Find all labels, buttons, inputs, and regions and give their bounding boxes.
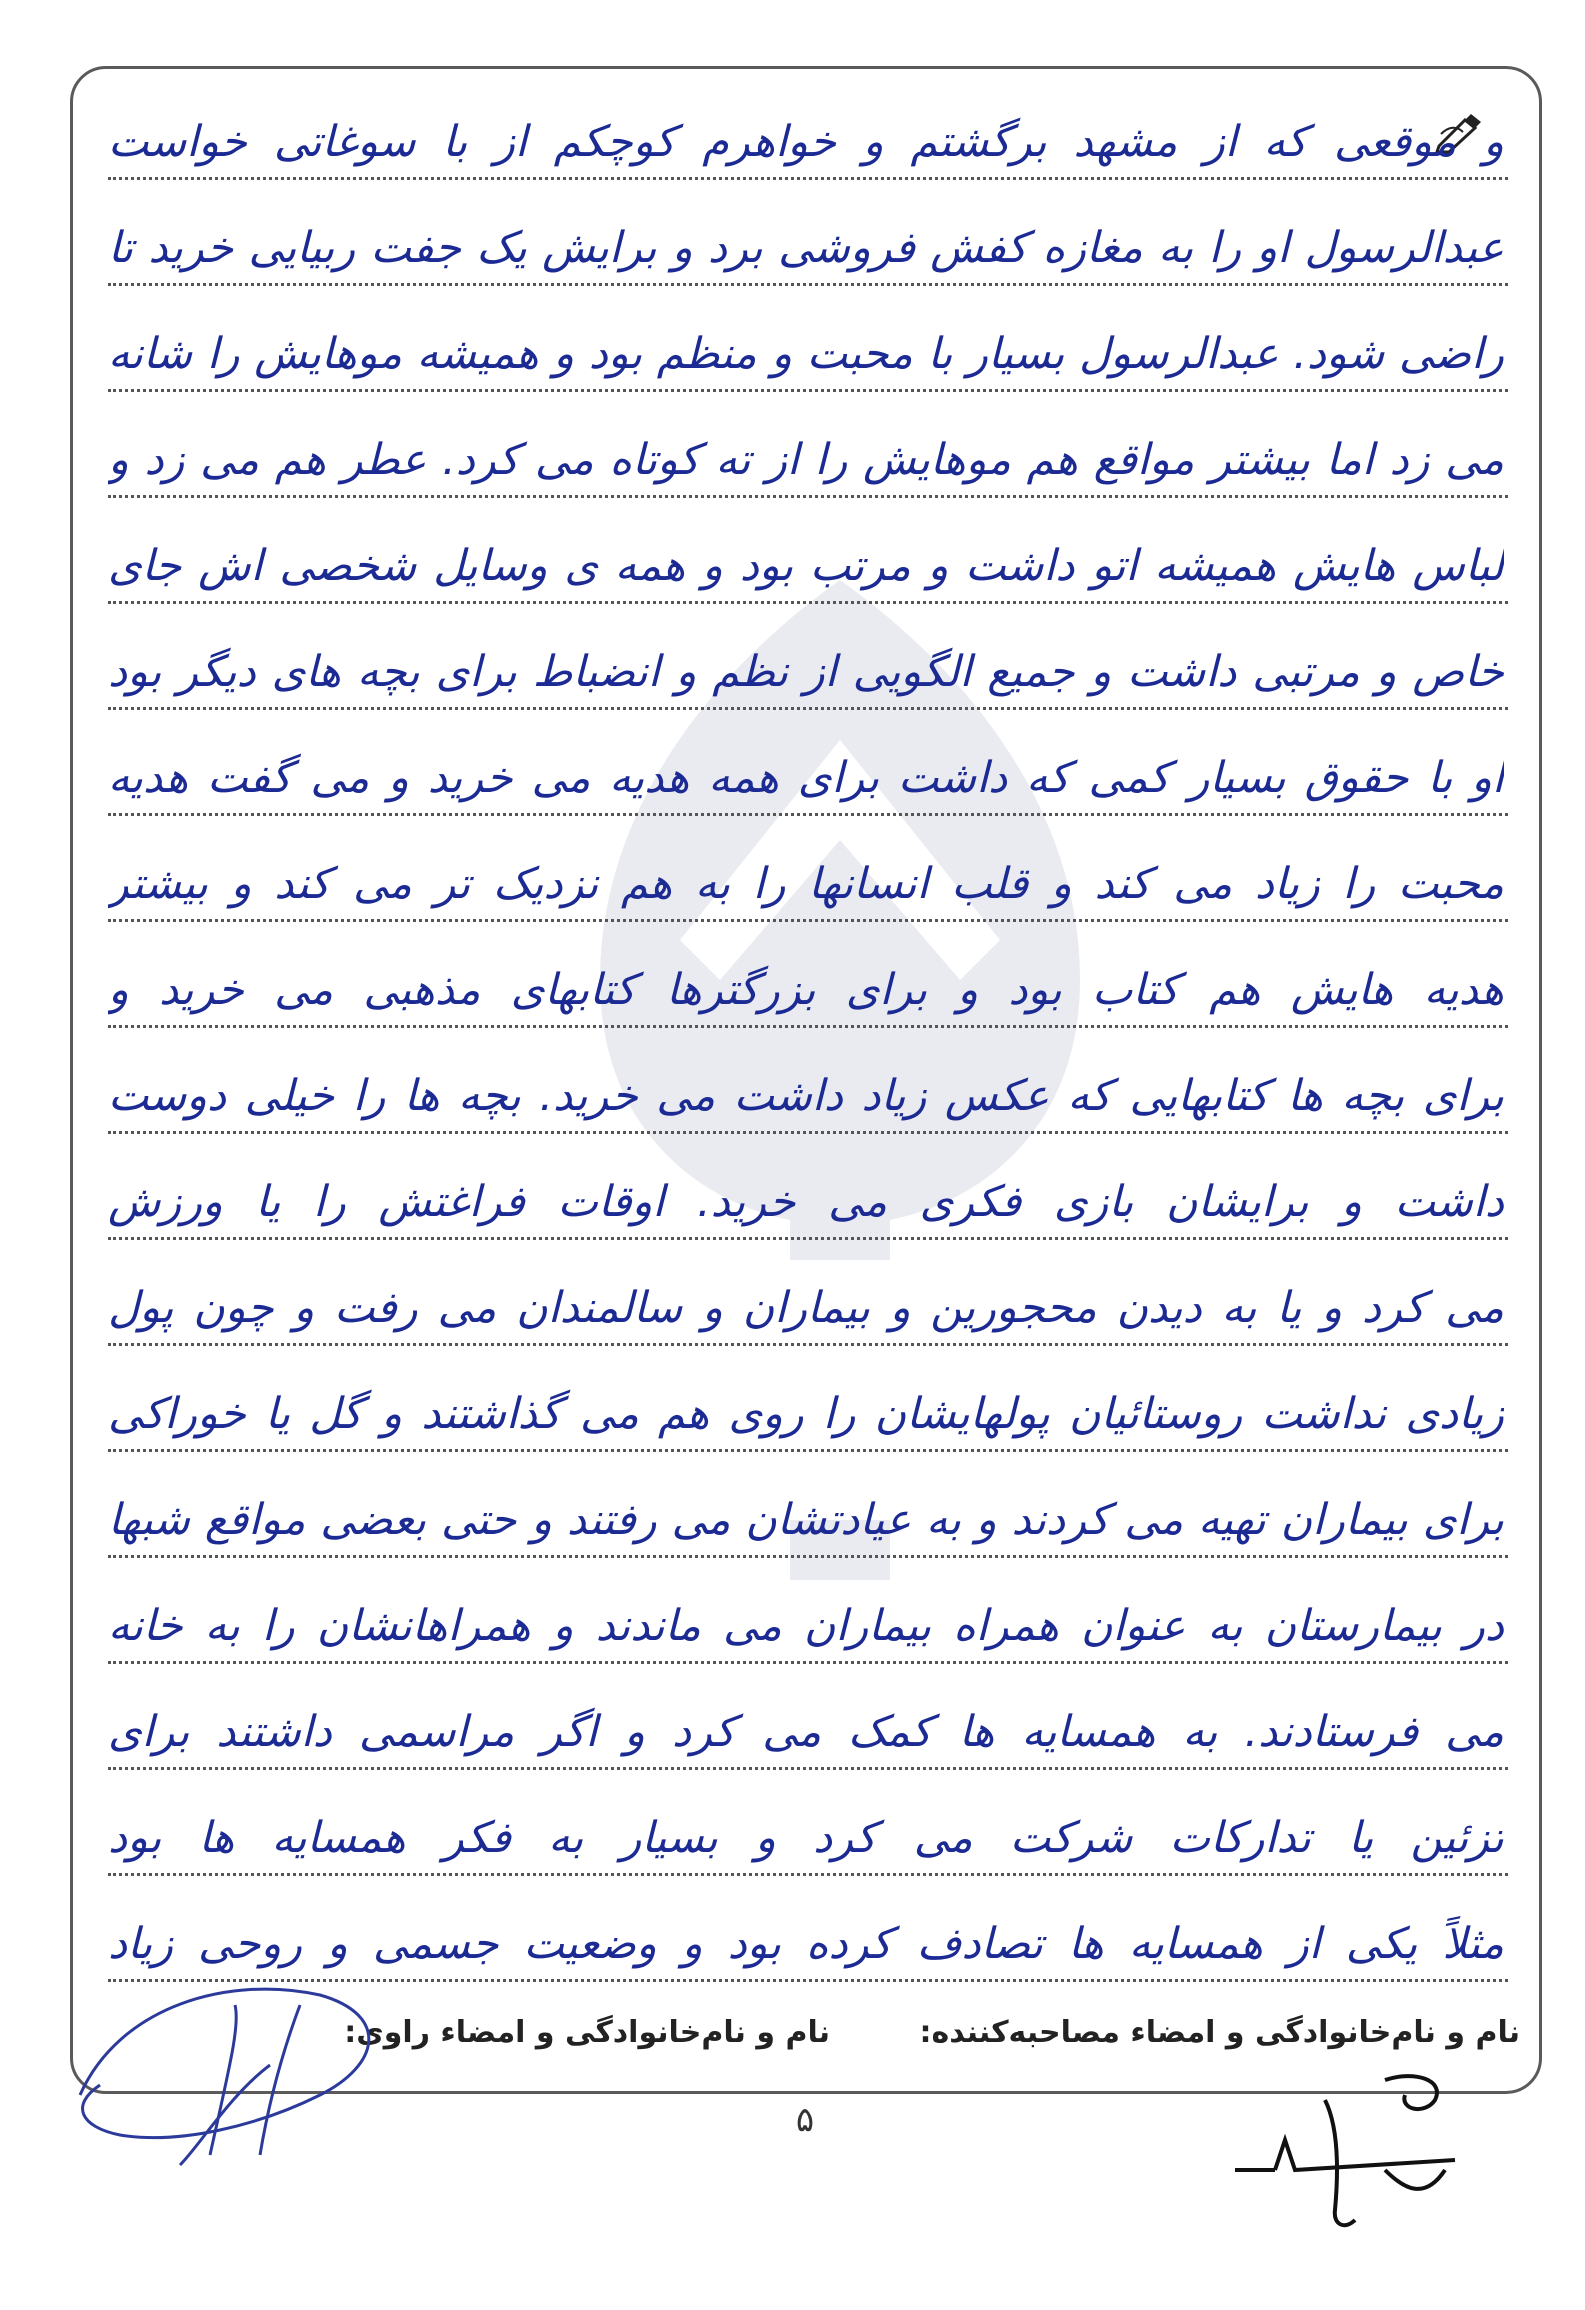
interviewer-signature-label: نام و نام‌خانوادگی و امضاء مصاحبه‌کننده: (919, 2015, 1520, 2050)
signature-labels (280, 2015, 1520, 2065)
line-text: راضی شود. عبدالرسول بسیار با محبت و منظم بود و همیشه موهایش را شانه (108, 329, 1504, 379)
text-line (108, 1362, 1508, 1458)
line-text: زیادی نداشت روستائیان پولهایشان را روی هم می گذاشتند و گل یا خوراکی (108, 1389, 1504, 1439)
line-text: برای بیماران تهیه می کردند و به عیادتشان می رفتند و حتی بعضی مواقع شبها (108, 1495, 1504, 1545)
line-text: مثلاً یکی از همسایه ها تصادف کرده بود و وضعیت جسمی و روحی زیاد (108, 1919, 1504, 1969)
text-line (108, 302, 1508, 398)
interviewer-signature (1215, 2060, 1475, 2235)
text-line (108, 1256, 1508, 1352)
line-text: خاص و مرتبی داشت و جمیع الگویی از نظم و انضباط برای بچه های دیگر بود (108, 647, 1504, 697)
text-line (108, 514, 1508, 610)
text-line (108, 938, 1508, 1034)
text-line (108, 90, 1508, 186)
narrator-signature-label: نام و نام‌خانوادگی و امضاء راوی: (344, 2015, 830, 2050)
line-text: می فرستادند. به همسایه ها کمک می کرد و اگر مراسمی داشتند برای (108, 1707, 1504, 1757)
text-line (108, 726, 1508, 822)
text-line (108, 408, 1508, 504)
text-line (108, 620, 1508, 716)
text-line (108, 1680, 1508, 1776)
line-text: عبدالرسول او را به مغازه کفش فروشی برد و برایش یک جفت ربیایی خرید تا (108, 223, 1504, 273)
line-text: و موقعی که از مشهد برگشتم و خواهرم کوچکم از با سوغاتی خواست (108, 117, 1504, 167)
line-text: داشت و برایشان بازی فکری می خرید. اوقات فراغتش را یا ورزش (108, 1177, 1504, 1227)
line-text: محبت را زیاد می کند و قلب انسانها را به هم نزدیک تر می کند و بیشتر (108, 859, 1504, 909)
line-text: برای بچه ها کتابهایی که عکس زیاد داشت می خرید. بچه ها را خیلی دوست (108, 1071, 1504, 1121)
text-line (108, 1574, 1508, 1670)
text-line (108, 1786, 1508, 1882)
line-text: او با حقوق بسیار کمی که داشت برای همه هدیه می خرید و می گفت هدیه (108, 753, 1504, 803)
line-text: می کرد و یا به دیدن محجورین و بیماران و سالمندان می رفت و چون پول (108, 1283, 1504, 1333)
line-text: می زد اما بیشتر مواقع هم موهایش را از ته کوتاه می کرد. عطر هم می زد و (108, 435, 1504, 485)
text-line (108, 196, 1508, 292)
line-text: در بیمارستان به عنوان همراه بیماران می ماندند و همراهانشان را به خانه (108, 1601, 1504, 1651)
text-line (108, 1150, 1508, 1246)
line-text: هدیه هایش هم کتاب بود و برای بزرگترها کتابهای مذهبی می خرید و (108, 965, 1504, 1015)
text-line (108, 832, 1508, 928)
text-line (108, 1044, 1508, 1140)
narrator-signature (60, 1945, 400, 2185)
line-text: تزئین یا تدارکات شرکت می کرد و بسیار به فکر همسایه ها بود (108, 1813, 1504, 1863)
text-line (108, 1468, 1508, 1564)
line-text: لباس هایش همیشه اتو داشت و مرتب بود و همه ی وسایل شخصی اش جای (108, 541, 1504, 591)
page-number: ۵ (795, 2100, 815, 2140)
